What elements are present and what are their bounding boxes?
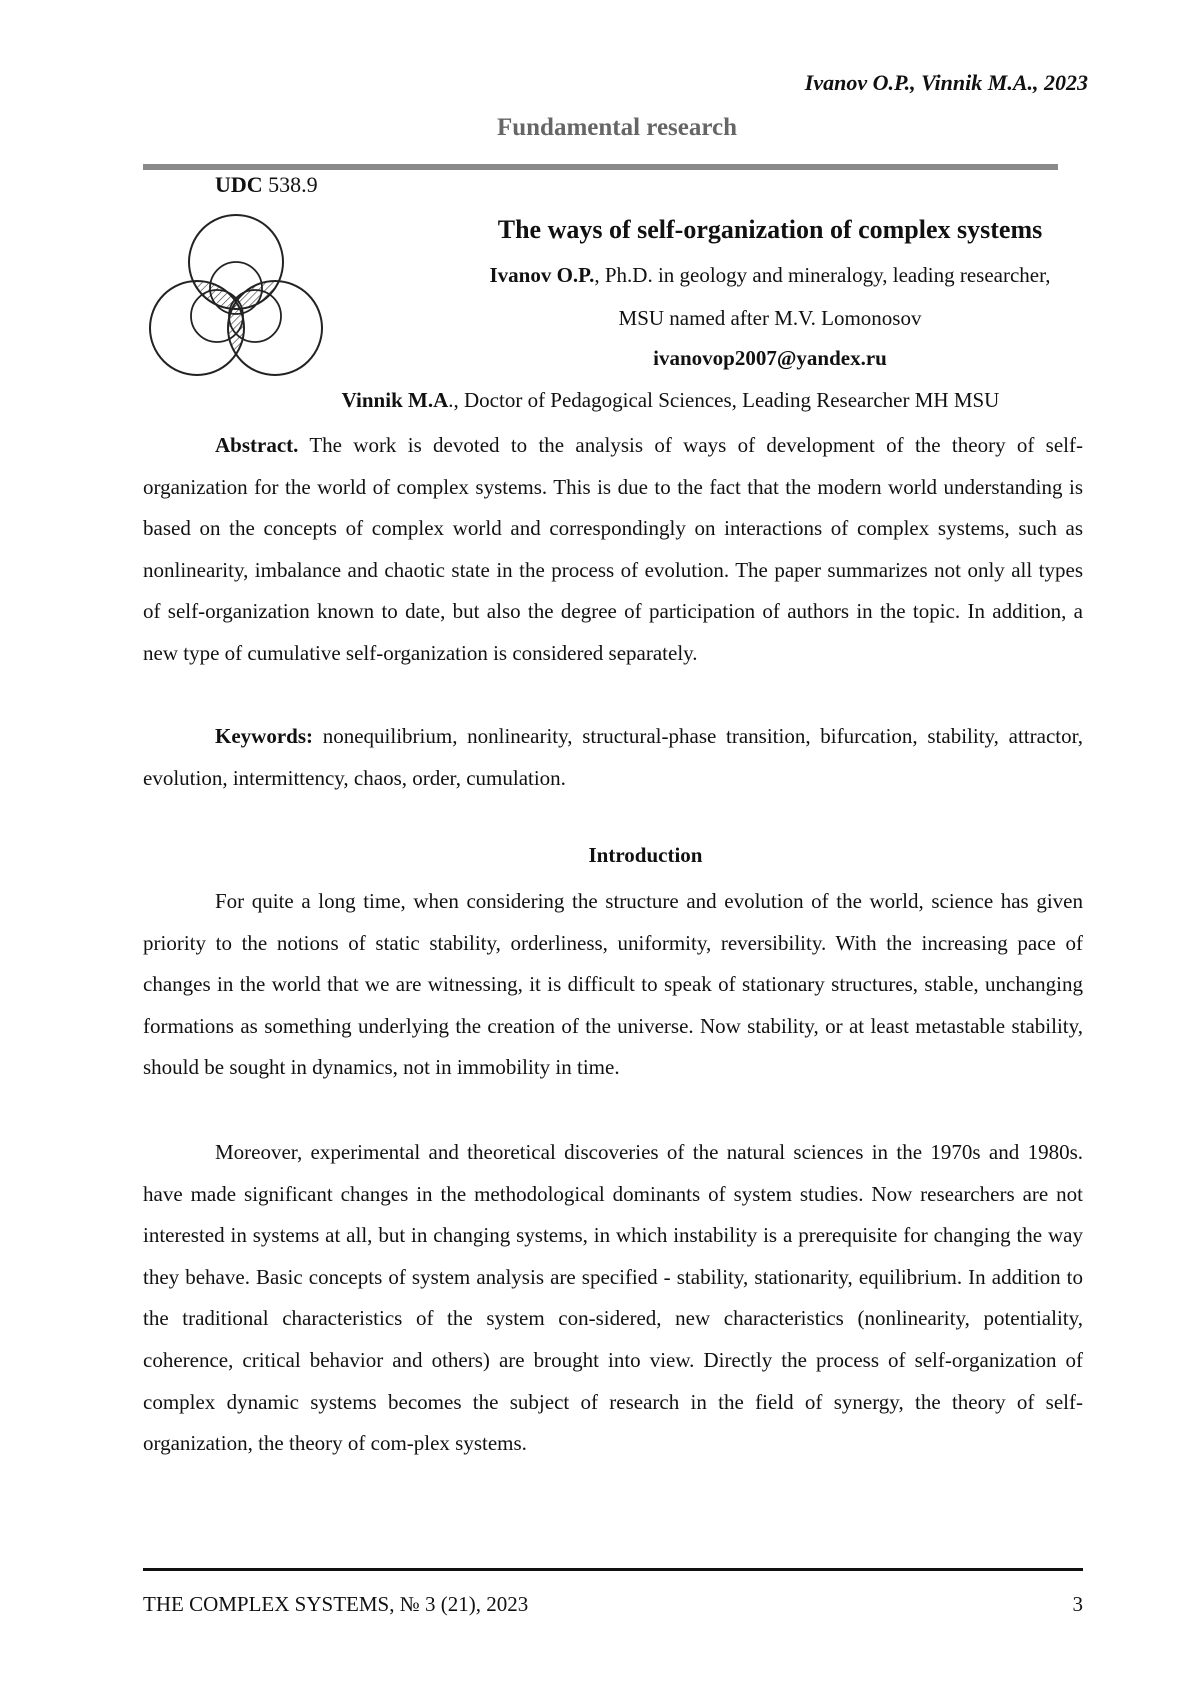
- footer-journal: THE COMPLEX SYSTEMS, № 3 (21), 2023: [143, 1592, 529, 1616]
- author1-name: Ivanov O.P.: [489, 263, 595, 287]
- abstract-paragraph: [143, 425, 1083, 675]
- article-title: The ways of self-organization of complex systems: [497, 215, 1043, 244]
- author1-email: ivanovop2007@yandex.ru: [653, 346, 887, 370]
- author1-organization: MSU named after M.V. Lomonosov: [618, 306, 922, 330]
- author2-description: ., Doctor of Pedagogical Sciences, Leading Researcher MH MSU: [448, 388, 1000, 412]
- journal-logo-icon: [147, 210, 325, 386]
- abstract-text: The work is devoted to the analysis of ways of development of the theory of self-organization for the world of complex systems. This is due to the fact that the modern world understanding is based on the concepts of complex world and correspondingly on interactions of complex systems, such as nonlinearity, imbalance and chaotic state in the process of evolution. The paper summarizes not only all types of self-organization known to date, but also the degree of participation of authors in the topic. In addition, a new type of cumulative self-organization is considered separately.: [143, 433, 1083, 665]
- introduction-paragraph-2: Moreover, experimental and theoretical discoveries of the natural sciences in the 1970s and 1980s. have made significant changes in the methodological dominants of system studies. Now researchers are not interested in systems at all, but in changing systems, in which instability is a prerequisite for changing the way they behave. Basic concepts of system analysis are specified - stability, stationarity, equilibrium. In addition to the traditional characteristics of the system con-sidered, new characteristics (nonlinearity, potentiality, coherence, critical behavior and others) are brought into view. Directly the process of self-organization of complex dynamic systems becomes the subject of research in the field of synergy, the theory of self-organization, the theory of com-plex systems.: [143, 1140, 1083, 1456]
- introduction-paragraph-1: For quite a long time, when considering the structure and evolution of the world, science has given priority to the notions of static stability, orderliness, uniformity, reversibility. With the increasing pace of changes in the world that we are witnessing, it is difficult to speak of stationary structures, stable, unchanging formations as something underlying the creation of the universe. Now stability, or at least metastable stability, should be sought in dynamics, not in immobility in time.: [143, 889, 1083, 1080]
- running-header-authors: Ivanov O.P., Vinnik M.A., 2023: [804, 70, 1088, 95]
- footer-divider: [143, 1568, 1083, 1571]
- udc-line: [215, 172, 318, 198]
- section-title: Fundamental research: [496, 114, 738, 141]
- udc-value: 538.9: [268, 172, 318, 197]
- author1-description: , Ph.D. in geology and mineralogy, leading researcher,: [594, 263, 1051, 287]
- abstract-label: Abstract.: [215, 433, 299, 457]
- udc-label: UDC: [215, 172, 263, 197]
- author1-affiliation: [420, 263, 1120, 288]
- keywords-paragraph: [143, 716, 1083, 799]
- author2-affiliation: [143, 388, 1198, 413]
- header-divider: [143, 164, 1058, 170]
- keywords-label: Keywords:: [215, 724, 313, 748]
- author2-name: Vinnik M.A: [341, 388, 449, 412]
- introduction-heading: Introduction: [588, 843, 703, 867]
- keywords-text: nonequilibrium, nonlinearity, structural-phase transition, bifurcation, stability, attractor, evolution, intermittency, chaos, order, cumulation.: [143, 724, 1083, 790]
- page-number: 3: [1072, 1592, 1083, 1616]
